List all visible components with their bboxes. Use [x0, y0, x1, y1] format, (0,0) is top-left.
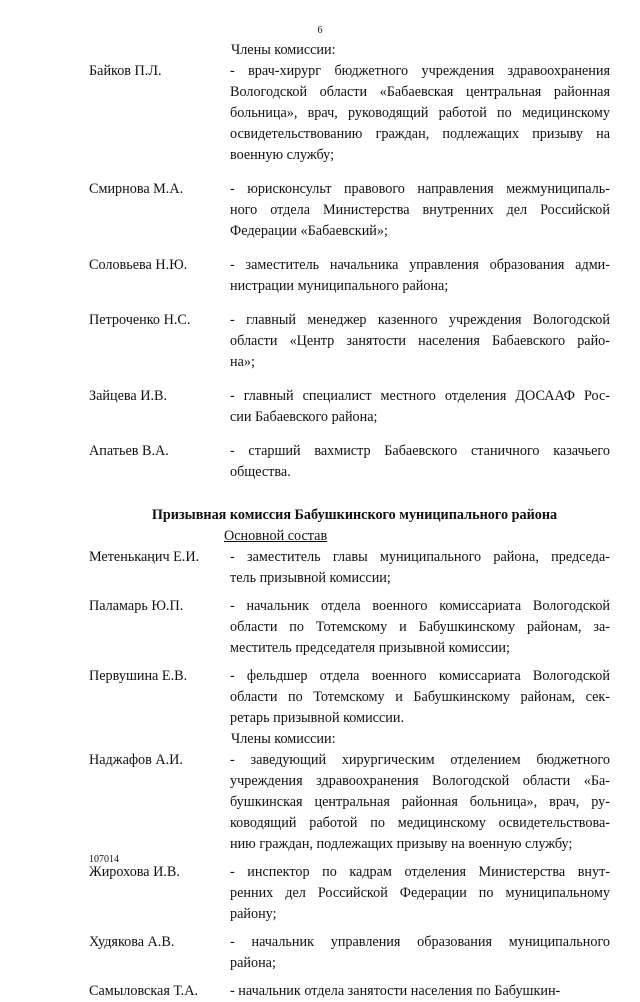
section-subtitle: Основной состав — [224, 528, 328, 544]
member-name: Худякова А.В. — [89, 934, 175, 950]
position-line: - начальник отдела занятости населения по Бабушкин- — [230, 983, 561, 999]
position-line: Вологодской области «Бабаевская центральная районная — [230, 84, 610, 100]
member-name: Байков П.Л. — [89, 63, 162, 79]
position-line: - старший вахмистр Бабаевского станичного казачьего — [230, 443, 610, 459]
position-line: района; — [230, 955, 276, 971]
position-line: нию граждан, подлежащих призыву на военную службу; — [230, 836, 573, 852]
position-line: освидетельствованию граждан, подлежащих призыву на — [230, 126, 610, 142]
member-position — [230, 750, 610, 855]
member-position — [230, 310, 610, 373]
position-line: области по Тотемскому и Бабушкинскому районам, сек- — [230, 689, 610, 705]
document-code: 107014 — [89, 854, 119, 865]
document-body — [89, 40, 610, 1002]
member-position — [230, 61, 610, 166]
position-line: - инспектор по кадрам отделения Министерства внут- — [230, 864, 610, 880]
position-line: тель призывной комиссии; — [230, 570, 391, 586]
position-line: району; — [230, 906, 277, 922]
member-row — [89, 179, 610, 242]
section-title: Призывная комиссия Бабушкинского муниципального района — [151, 507, 558, 523]
member-position — [230, 386, 610, 428]
member-name: Самыловская Т.А. — [89, 983, 198, 999]
position-line: военную службу; — [230, 147, 335, 163]
position-line: - начальник управления образования муниципального — [230, 934, 610, 950]
member-name: Зайцева И.В. — [89, 388, 168, 404]
member-row — [89, 547, 610, 589]
commission-members-list — [89, 61, 610, 483]
position-line: Федерации «Бабаевский»; — [230, 223, 388, 239]
member-name: Соловьева Н.Ю. — [89, 257, 188, 273]
member-position — [230, 255, 610, 297]
member-position — [230, 596, 610, 659]
position-line: меститель председателя призывной комиссии; — [230, 640, 510, 656]
members-heading: Члены комиссии: — [231, 42, 336, 58]
position-line: бушкинская центральная районная больница», врач, ру- — [230, 794, 610, 810]
position-line: ретарь призывной комиссии. — [230, 710, 405, 726]
position-line: области «Центр занятости населения Бабаевского райо- — [230, 333, 610, 349]
member-position — [230, 862, 610, 925]
member-name: Паламарь Ю.П. — [89, 598, 184, 614]
member-position — [230, 932, 610, 974]
position-line: области по Тотемскому и Бабушкинскому районам, за- — [230, 619, 610, 635]
position-line: общества. — [230, 464, 291, 480]
member-name: Наджафов А.И. — [89, 752, 183, 768]
member-name: Смирнова М.А. — [89, 181, 184, 197]
member-position — [230, 981, 610, 1002]
member-row — [89, 255, 610, 297]
position-line: ренних дел Российской Федерации по муниципальному — [230, 885, 610, 901]
member-position — [230, 441, 610, 483]
member-row — [89, 441, 610, 483]
commission-members-list-2 — [89, 750, 610, 1002]
position-line: - юрисконсульт правового направления межмуниципаль- — [230, 181, 610, 197]
position-line: - фельдшер отдела военного комиссариата Вологодской — [230, 668, 610, 684]
position-line: сии Бабаевского района; — [230, 409, 378, 425]
member-row — [89, 666, 610, 729]
page-number: 6 — [317, 25, 323, 36]
members-heading-2: Члены комиссии: — [231, 731, 336, 747]
position-line: - врач-хирург бюджетного учреждения здравоохранения — [230, 63, 610, 79]
member-row — [89, 596, 610, 659]
member-row — [89, 981, 610, 1002]
position-line: - заместитель главы муниципального района, председа- — [230, 549, 610, 565]
position-line: - главный менеджер казенного учреждения Вологодской — [230, 312, 610, 328]
member-row — [89, 61, 610, 166]
position-line: - начальник отдела военного комиссариата Вологодской — [230, 598, 610, 614]
member-name: Метенькаңич Е.И. — [89, 549, 200, 565]
position-line: - главный специалист местного отделения ДОСААФ Рос- — [230, 388, 610, 404]
position-line: ководящий работой по медицинскому освидетельствова- — [230, 815, 610, 831]
position-line: - заведующий хирургическим отделением бюджетного — [230, 752, 610, 768]
position-line: ного отдела Министерства внутренних дел Российской — [230, 202, 610, 218]
member-row — [89, 386, 610, 428]
member-name: Апатьев В.А. — [89, 443, 169, 459]
member-name: Жирохова И.В. — [89, 864, 180, 880]
member-position — [230, 179, 610, 242]
member-row — [89, 932, 610, 974]
position-line: на»; — [230, 354, 255, 370]
member-row — [89, 310, 610, 373]
position-line: учреждения здравоохранения Вологодской области «Ба- — [230, 773, 610, 789]
member-row — [89, 750, 610, 855]
position-line: - заместитель начальника управления образования адми- — [230, 257, 610, 273]
main-composition-list — [89, 547, 610, 729]
position-line: нистрации муниципального района; — [230, 278, 449, 294]
member-position — [230, 666, 610, 729]
position-line: больница», врач, руководящий работой по медицинскому — [230, 105, 610, 121]
member-name: Первушина Е.В. — [89, 668, 188, 684]
member-position — [230, 547, 610, 589]
member-row — [89, 862, 610, 925]
member-name: Петроченко Н.С. — [89, 312, 191, 328]
